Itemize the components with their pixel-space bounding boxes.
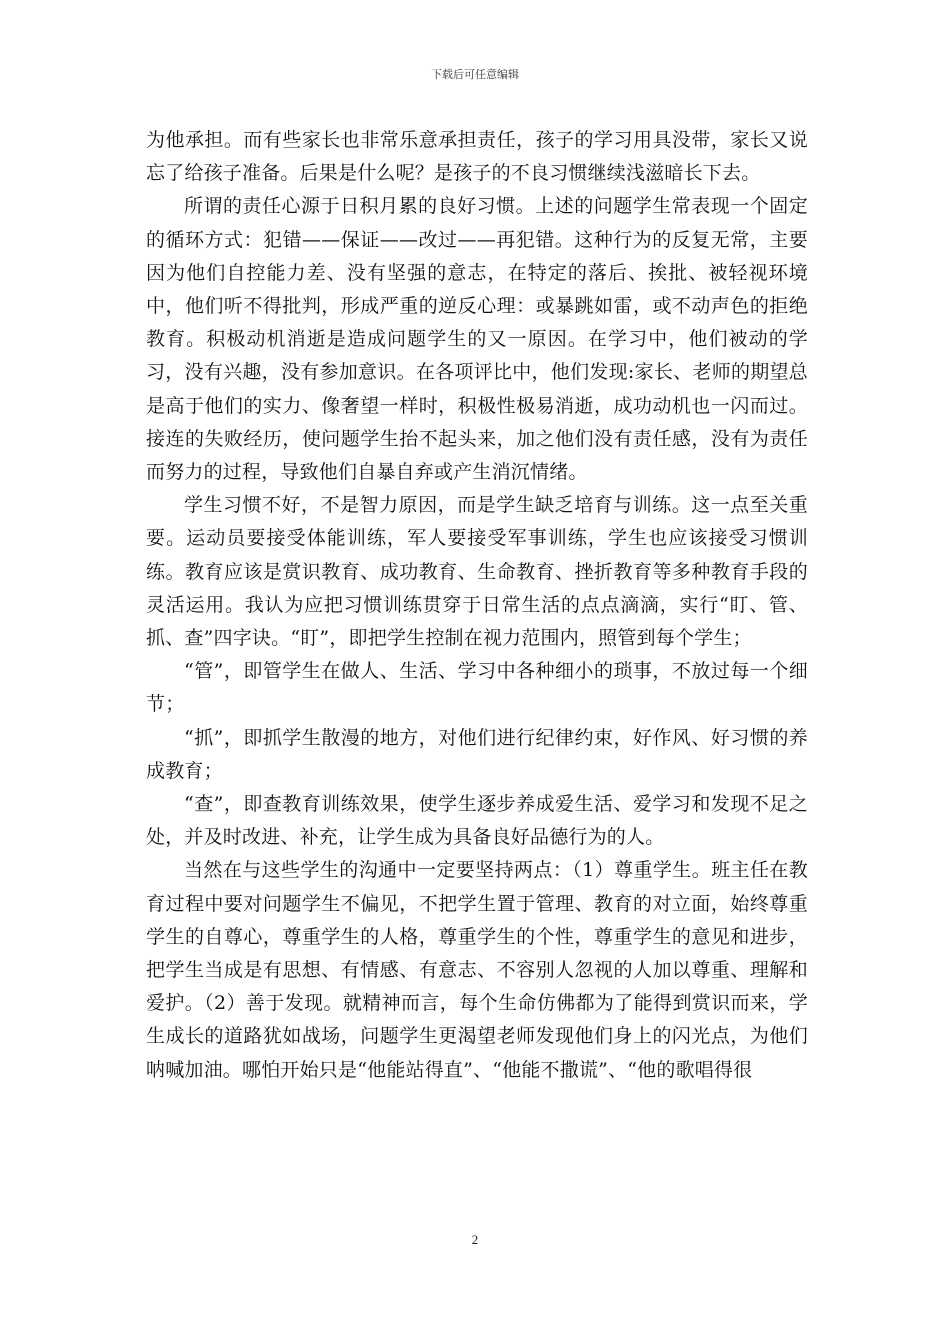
page-header: 下载后可任意编辑 <box>431 68 519 81</box>
paragraph-7: 当然在与这些学生的沟通中一定要坚持两点：（1）尊重学生。班主任在教育过程中要对问题学生不偏见，不把学生置于管理、教育的对立面，始终尊重学生的自尊心，尊重学生的人格，尊重学生的个性，尊重学生的意见和进步，把学生当成是有思想、有情感、有意志、不容别人忽视的人加以尊重、理解和爱护。（2）善于发现。就精神而言，每个生命仿佛都为了能得到赏识而来，学生成长的道路犹如战场，问题学生更渴望老师发现他们身上的闪光点，为他们呐喊加油。哪怕开始只是“他能站得直”、“他能不撒谎”、“他的歌唱得很 <box>146 859 808 1081</box>
paragraph-1: 为他承担。而有些家长也非常乐意承担责任，孩子的学习用具没带，家长又说忘了给孩子准备。后果是什么呢？是孩子的不良习惯继续浅滋暗长下去。 <box>146 129 808 185</box>
paragraph-2: 所谓的责任心源于日积月累的良好习惯。上述的问题学生常表现一个固定的循环方式：犯错——保证——改过——再犯错。这种行为的反复无常，主要因为他们自控能力差、没有坚强的意志，在特定的落后、挨批、被轻视环境中，他们听不得批判，形成严重的逆反心理：或暴跳如雷，或不动声色的拒绝教育。积极动机消逝是造成问题学生的又一原因。在学习中，他们被动的学习，没有兴趣，没有参加意识。在各项评比中，他们发现:家长、老师的期望总是高于他们的实力、像奢望一样时，积极性极易消逝，成功动机也一闪而过。接连的失败经历，使问题学生抬不起头来，加之他们没有责任感，没有为责任而努力的过程，导致他们自暴自弃或产生消沉情绪。 <box>146 195 808 484</box>
page-number: 2 <box>471 1232 479 1247</box>
paragraph-6: “查”，即查教育训练效果，使学生逐步养成爱生活、爱学习和发现不足之处，并及时改进、补充，让学生成为具备良好品德行为的人。 <box>146 793 808 849</box>
paragraph-4: “管”，即管学生在做人、生活、学习中各种细小的琐事，不放过每一个细节； <box>146 660 808 716</box>
paragraph-5: “抓”，即抓学生散漫的地方，对他们进行纪律约束，好作风、好习惯的养成教育； <box>146 726 808 782</box>
document-body <box>146 124 808 1087</box>
paragraph-3: 学生习惯不好，不是智力原因，而是学生缺乏培育与训练。这一点至关重要。运动员要接受体能训练，军人要接受军事训练，学生也应该接受习惯训练。教育应该是赏识教育、成功教育、生命教育、挫折教育等多种教育手段的灵活运用。我认为应把习惯训练贯穿于日常生活的点点滴滴，实行“盯、管、抓、查”四字诀。“盯”，即把学生控制在视力范围内，照管到每个学生； <box>146 494 808 650</box>
